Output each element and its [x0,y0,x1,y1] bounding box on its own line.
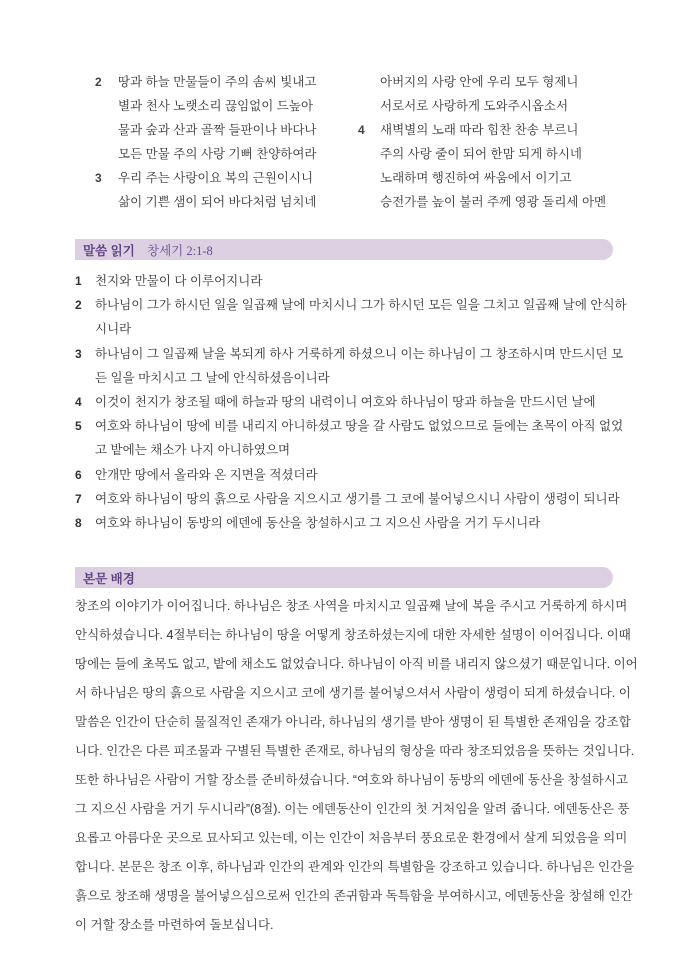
verse [75,342,624,390]
verse-text-line: 여호와 하나님이 땅에 비를 내리지 아니하셨고 땅을 갈 사람도 없었으므로 들에는 초목이 아직 없었 [95,419,624,434]
hymn-line: 모든 만물 주의 사랑 기뻐 찬양하여라 [118,147,317,161]
hymn-verse-number: 3 [95,171,102,185]
verse [75,511,615,535]
verse-number: 4 [75,395,82,409]
verse-text-line: 이것이 천지가 창조될 때에 하늘과 땅의 내력이니 여호와 하나님이 땅과 하늘을 만드시던 날에 [95,395,596,409]
verse-number: 8 [75,516,82,530]
verse [75,414,624,462]
verse [75,487,620,511]
hymn-verse-number: 2 [95,75,102,89]
hymn-line: 노래하며 행진하여 싸움에서 이기고 [380,171,572,185]
verse-text-line: 하나님이 그가 하시던 일을 일곱째 날에 마치시니 그가 하시던 모든 일을 그치고 일곱째 날에 안식하 [95,298,627,313]
verse-text-line: 든 일을 마치시고 그 날에 안식하셨음이니라 [95,370,330,385]
hymn-line: 새벽별의 노래 따라 힘찬 찬송 부르니 [380,123,579,137]
hymn-line: 별과 천사 노랫소리 끊임없이 드높아 [118,99,314,113]
verse-number: 7 [75,491,82,506]
reading-reference: 창세기 2:1-8 [147,244,213,258]
background-text-line: 합니다. 본문은 창조 이후, 하나님과 인간의 관계와 인간의 특별함을 강조하고 있습니다. 하나님은 인간을 [75,860,635,874]
background-text-line: 땅에는 들에 초목도 없고, 밭에 채소도 없었습니다. 하나님이 아직 비를 내리지 않으셨기 때문입니다. 이어 [75,657,638,671]
background-text-line: 또한 하나님은 사람이 거할 장소를 준비하셨습니다. “여호와 하나님이 동방의 에덴에 동산을 창설하시고 [75,773,628,787]
background-paragraph [75,592,638,940]
verse-number: 2 [75,298,82,313]
verse [75,269,615,293]
background-header-bar [75,567,613,588]
verse-text-line: 시니라 [95,322,132,337]
hymn-line: 물과 숲과 산과 골짝 들판이나 바다나 [118,123,317,137]
verse [75,463,615,487]
background-text-line: 요롭고 아름다운 곳으로 묘사되고 있는데, 이는 인간이 처음부터 풍요로운 환경에서 살게 되었음을 의미 [75,831,628,845]
reading-header-bar [75,239,613,260]
background-text-line: 말씀은 인간이 단순히 물질적인 존재가 아니라, 하나님의 생기를 받아 생명이 된 특별한 존재임을 강조합 [75,715,631,729]
hymn-verse-number: 4 [358,123,365,137]
verse-text-line: 하나님이 그 일곱째 날을 복되게 하사 거룩하게 하셨으니 이는 하나님이 그 창조하시며 만드시던 모 [95,346,624,361]
verse-number: 1 [75,274,82,288]
verse [75,293,627,341]
verse-number: 6 [75,467,82,482]
background-text-line: 이 거할 장소를 마련하여 돌보십니다. [75,918,274,932]
verse-text-line: 고 밭에는 채소가 나지 아니하였으며 [95,443,291,458]
hymn-line: 땅과 하늘 만물들이 주의 솜씨 빛내고 [118,75,317,89]
verse-text-line: 여호와 하나님이 동방의 에덴에 동산을 창설하시고 그 지으신 사람을 거기 두시니라 [95,516,541,530]
hymn-line: 서로서로 사랑하게 도와주시옵소서 [380,99,569,113]
hymn-line: 우리 주는 사랑이요 복의 근원이시니 [118,171,314,185]
background-text-line: 니다. 인간은 다른 피조물과 구별된 특별한 존재로, 하나님의 형상을 따라 창조되었음을 뜻하는 것입니다. [75,744,635,758]
verse-number: 3 [75,346,82,361]
verse-text-line: 여호와 하나님이 땅의 흙으로 사람을 지으시고 생기를 그 코에 불어넣으시니 사람이 생령이 되니라 [95,491,620,506]
background-text-line: 서 하나님은 땅의 흙으로 사람을 지으시고 코에 생기를 불어넣으셔서 사람이 생령이 되게 하셨습니다. 이 [75,686,631,700]
hymn-line: 주의 사랑 줄이 되어 한맘 되게 하시네 [380,147,582,161]
verse-number: 5 [75,419,82,434]
hymn-line: 승전가를 높이 불러 주께 영광 돌리세 아멘 [380,195,607,209]
background-text-line: 흙으로 창조해 생명을 불어넣으심으로써 인간의 존귀함과 독특함을 부여하시고, 에덴동산을 창설해 인간 [75,889,633,903]
verse-text-line: 천지와 만물이 다 이루어지니라 [95,274,263,288]
background-text-line: 안식하셨습니다. 4절부터는 하나님이 땅을 어떻게 창조하셨는지에 대한 자세한 설명이 이어집니다. 이때 [75,628,631,642]
verse [75,390,615,414]
verse-text-line: 안개만 땅에서 올라와 온 지면을 적셨더라 [95,467,318,482]
background-text-line: 그 지으신 사람을 거기 두시니라”(8절). 이는 에덴동산이 인간의 첫 거처임을 알려 줍니다. 에덴동산은 풍 [75,802,630,816]
background-text-line: 창조의 이야기가 이어집니다. 하나님은 창조 사역을 마치시고 일곱째 날에 복을 주시고 거룩하게 하시며 [75,599,628,613]
hymn-line: 아버지의 사랑 안에 우리 모두 형제니 [380,75,579,89]
hymn-line: 삶이 기쁜 샘이 되어 바다처럼 넘치네 [118,195,317,209]
reading-header-label: 말씀 읽기 [83,244,135,258]
background-header-label: 본문 배경 [83,572,135,586]
